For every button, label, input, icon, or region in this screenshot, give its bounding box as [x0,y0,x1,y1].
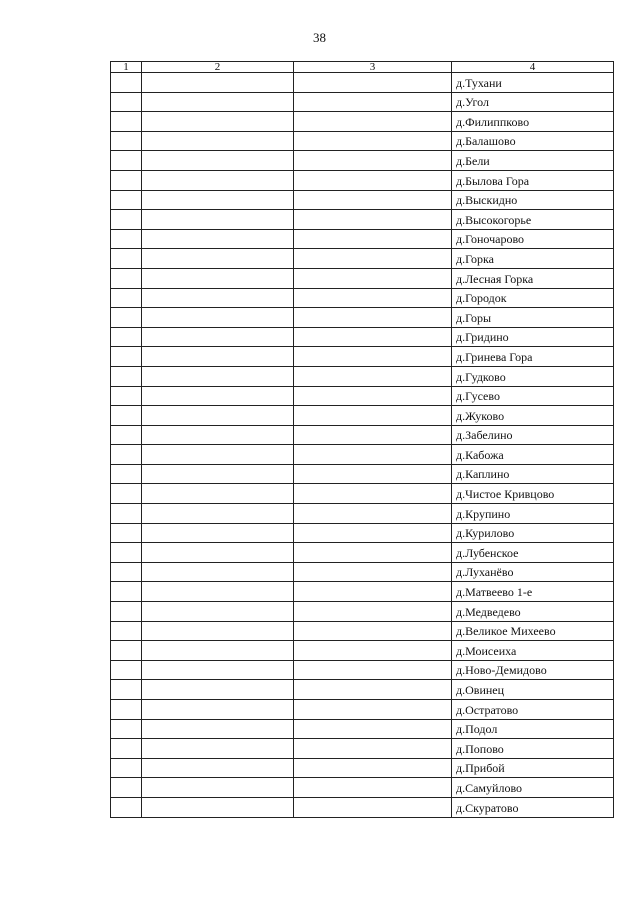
empty-cell-col-3 [294,758,452,778]
empty-cell-col-2 [142,464,294,484]
settlement-name-cell: д.Попово [452,739,614,759]
settlement-name-cell: д.Горка [452,249,614,269]
table-row [111,739,614,759]
empty-cell-col-3 [294,406,452,426]
empty-cell-col-2 [142,112,294,132]
empty-cell-col-2 [142,366,294,386]
empty-cell-col-3 [294,249,452,269]
settlement-name-cell: д.Крупино [452,504,614,524]
settlement-name-cell: д.Гусево [452,386,614,406]
table-row [111,719,614,739]
empty-cell-col-2 [142,386,294,406]
empty-cell-col-2 [142,562,294,582]
table-row [111,151,614,171]
table-row [111,249,614,269]
empty-cell-col-2 [142,543,294,563]
empty-cell-col-1 [111,288,142,308]
empty-cell-col-1 [111,386,142,406]
empty-cell-col-3 [294,151,452,171]
empty-cell-col-3 [294,92,452,112]
empty-cell-col-1 [111,366,142,386]
settlement-name-cell: д.Великое Михеево [452,621,614,641]
settlement-name-cell: д.Луханёво [452,562,614,582]
empty-cell-col-3 [294,210,452,230]
empty-cell-col-3 [294,602,452,622]
header-col-4: 4 [452,62,614,73]
empty-cell-col-1 [111,582,142,602]
settlement-name-cell: д.Забелино [452,425,614,445]
table-row [111,582,614,602]
empty-cell-col-1 [111,151,142,171]
empty-cell-col-1 [111,504,142,524]
settlement-name-cell: д.Остратово [452,700,614,720]
empty-cell-col-3 [294,719,452,739]
table-row [111,190,614,210]
empty-cell-col-3 [294,112,452,132]
empty-cell-col-2 [142,758,294,778]
empty-cell-col-1 [111,229,142,249]
settlement-name-cell: д.Матвеево 1-е [452,582,614,602]
table-row [111,445,614,465]
empty-cell-col-1 [111,210,142,230]
table-row [111,386,614,406]
empty-cell-col-3 [294,680,452,700]
settlement-name-cell: д.Овинец [452,680,614,700]
empty-cell-col-2 [142,288,294,308]
empty-cell-col-1 [111,602,142,622]
empty-cell-col-2 [142,778,294,798]
table-row [111,131,614,151]
empty-cell-col-3 [294,170,452,190]
empty-cell-col-3 [294,778,452,798]
table-row [111,170,614,190]
table-row [111,210,614,230]
empty-cell-col-2 [142,229,294,249]
table-row [111,73,614,93]
table-header-row [111,62,614,73]
settlement-name-cell: д.Прибой [452,758,614,778]
table-row [111,425,614,445]
empty-cell-col-1 [111,170,142,190]
settlement-name-cell: д.Лубенское [452,543,614,563]
table-row [111,229,614,249]
empty-cell-col-3 [294,327,452,347]
empty-cell-col-3 [294,464,452,484]
empty-cell-col-2 [142,151,294,171]
empty-cell-col-3 [294,621,452,641]
settlements-table [110,61,614,818]
empty-cell-col-3 [294,562,452,582]
empty-cell-col-2 [142,406,294,426]
empty-cell-col-2 [142,249,294,269]
empty-cell-col-1 [111,406,142,426]
settlement-name-cell: д.Былова Гора [452,170,614,190]
table-row [111,92,614,112]
empty-cell-col-1 [111,700,142,720]
empty-cell-col-3 [294,523,452,543]
table-row [111,543,614,563]
empty-cell-col-1 [111,680,142,700]
table-row [111,778,614,798]
empty-cell-col-2 [142,190,294,210]
empty-cell-col-3 [294,131,452,151]
settlement-name-cell: д.Филиппково [452,112,614,132]
empty-cell-col-2 [142,739,294,759]
empty-cell-col-2 [142,327,294,347]
empty-cell-col-2 [142,268,294,288]
empty-cell-col-1 [111,190,142,210]
empty-cell-col-3 [294,229,452,249]
empty-cell-col-3 [294,288,452,308]
table-row [111,700,614,720]
empty-cell-col-3 [294,660,452,680]
table-row [111,268,614,288]
table-row [111,327,614,347]
settlement-name-cell: д.Балашово [452,131,614,151]
table-row [111,484,614,504]
empty-cell-col-1 [111,719,142,739]
settlement-name-cell: д.Гоночарово [452,229,614,249]
empty-cell-col-2 [142,347,294,367]
empty-cell-col-2 [142,700,294,720]
table-row [111,660,614,680]
empty-cell-col-2 [142,582,294,602]
empty-cell-col-1 [111,523,142,543]
empty-cell-col-3 [294,484,452,504]
table-row [111,680,614,700]
settlement-name-cell: д.Гринева Гора [452,347,614,367]
settlement-name-cell: д.Угол [452,92,614,112]
table-row [111,562,614,582]
empty-cell-col-2 [142,719,294,739]
empty-cell-col-3 [294,366,452,386]
empty-cell-col-1 [111,778,142,798]
empty-cell-col-3 [294,641,452,661]
settlement-name-cell: д.Выскидно [452,190,614,210]
empty-cell-col-2 [142,621,294,641]
empty-cell-col-1 [111,249,142,269]
empty-cell-col-1 [111,425,142,445]
table-row [111,406,614,426]
table-row [111,523,614,543]
empty-cell-col-1 [111,562,142,582]
empty-cell-col-2 [142,445,294,465]
empty-cell-col-1 [111,112,142,132]
empty-cell-col-2 [142,641,294,661]
table-body [111,73,614,818]
empty-cell-col-2 [142,210,294,230]
page-number: 38 [313,30,326,45]
empty-cell-col-1 [111,347,142,367]
empty-cell-col-3 [294,582,452,602]
header-col-2: 2 [142,62,294,73]
empty-cell-col-2 [142,797,294,817]
settlement-name-cell: д.Подол [452,719,614,739]
empty-cell-col-1 [111,327,142,347]
empty-cell-col-3 [294,739,452,759]
settlement-name-cell: д.Чистое Кривцово [452,484,614,504]
empty-cell-col-2 [142,680,294,700]
empty-cell-col-3 [294,445,452,465]
empty-cell-col-1 [111,268,142,288]
settlement-name-cell: д.Горы [452,308,614,328]
table-row [111,366,614,386]
empty-cell-col-1 [111,641,142,661]
settlement-name-cell: д.Тухани [452,73,614,93]
empty-cell-col-1 [111,543,142,563]
empty-cell-col-2 [142,523,294,543]
settlement-name-cell: д.Гудково [452,366,614,386]
table-row [111,112,614,132]
table-row [111,758,614,778]
empty-cell-col-1 [111,464,142,484]
settlement-name-cell: д.Кабожа [452,445,614,465]
empty-cell-col-3 [294,190,452,210]
empty-cell-col-1 [111,308,142,328]
empty-cell-col-1 [111,621,142,641]
settlement-name-cell: д.Курилово [452,523,614,543]
empty-cell-col-2 [142,425,294,445]
empty-cell-col-2 [142,484,294,504]
table-row [111,464,614,484]
settlement-name-cell: д.Гридино [452,327,614,347]
settlement-name-cell: д.Моисеиха [452,641,614,661]
header-col-1: 1 [111,62,142,73]
empty-cell-col-1 [111,758,142,778]
empty-cell-col-3 [294,700,452,720]
empty-cell-col-1 [111,660,142,680]
table-row [111,504,614,524]
empty-cell-col-1 [111,131,142,151]
empty-cell-col-3 [294,347,452,367]
empty-cell-col-1 [111,92,142,112]
empty-cell-col-1 [111,73,142,93]
empty-cell-col-3 [294,425,452,445]
table-row [111,308,614,328]
empty-cell-col-3 [294,73,452,93]
empty-cell-col-2 [142,92,294,112]
settlement-name-cell: д.Ново-Демидово [452,660,614,680]
empty-cell-col-2 [142,170,294,190]
empty-cell-col-3 [294,308,452,328]
empty-cell-col-2 [142,602,294,622]
settlement-name-cell: д.Каплино [452,464,614,484]
empty-cell-col-3 [294,543,452,563]
empty-cell-col-2 [142,660,294,680]
empty-cell-col-3 [294,268,452,288]
table-row [111,621,614,641]
header-col-3: 3 [294,62,452,73]
settlement-name-cell: д.Бели [452,151,614,171]
table-row [111,602,614,622]
settlement-name-cell: д.Медведево [452,602,614,622]
empty-cell-col-3 [294,386,452,406]
empty-cell-col-2 [142,73,294,93]
empty-cell-col-1 [111,739,142,759]
table-row [111,641,614,661]
settlement-name-cell: д.Лесная Горка [452,268,614,288]
empty-cell-col-1 [111,484,142,504]
settlement-name-cell: д.Скуратово [452,797,614,817]
settlement-name-cell: д.Городок [452,288,614,308]
settlement-name-cell: д.Самуйлово [452,778,614,798]
empty-cell-col-2 [142,504,294,524]
empty-cell-col-1 [111,797,142,817]
empty-cell-col-3 [294,504,452,524]
table-row [111,797,614,817]
empty-cell-col-2 [142,131,294,151]
empty-cell-col-1 [111,445,142,465]
table-row [111,347,614,367]
empty-cell-col-3 [294,797,452,817]
settlement-name-cell: д.Высокогорье [452,210,614,230]
empty-cell-col-2 [142,308,294,328]
settlement-name-cell: д.Жуково [452,406,614,426]
table-row [111,288,614,308]
